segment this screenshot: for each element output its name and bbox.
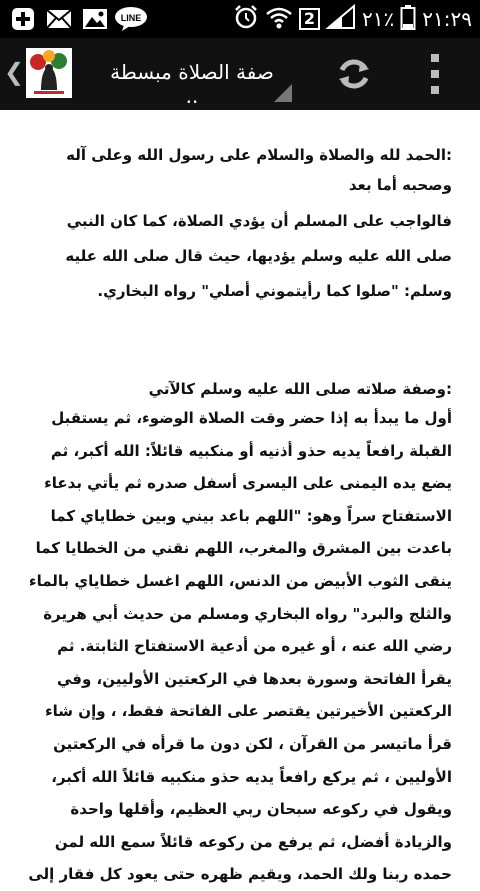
line-app-label: LINE xyxy=(120,13,142,23)
clock: ٢١:٢٩ xyxy=(422,7,472,31)
wifi-icon xyxy=(265,4,293,34)
article-paragraph: فالواجب على المسلم أن يؤدي الصلاة، كما كان النبي صلى الله عليه وسلم يؤديها، حيث قال صلى الله عليه وسلم: "صلوا كما رأيتموني أصلي" رواه البخاري. xyxy=(65,212,452,300)
paragraph-intro xyxy=(28,140,452,200)
app-logo[interactable] xyxy=(26,48,72,98)
article-content[interactable] xyxy=(0,110,480,884)
paragraph-heading xyxy=(28,374,452,404)
line-app-icon xyxy=(118,6,144,32)
screen-title: صفة الصلاة مبسطة .. xyxy=(110,60,274,108)
plus-icon xyxy=(10,6,36,32)
battery-percent: ٢١٪ xyxy=(362,7,395,31)
overflow-menu-icon[interactable] xyxy=(428,54,442,94)
article-paragraph: :الحمد لله والصلاة والسلام على رسول الله وعلى آله وصحبه أما بعد xyxy=(66,146,452,194)
paragraph-obligation xyxy=(28,204,452,309)
title-dropdown-indicator xyxy=(274,84,292,102)
image-icon xyxy=(82,6,108,32)
refresh-icon[interactable] xyxy=(332,52,376,96)
back-icon[interactable]: ❮ xyxy=(4,58,25,86)
article-paragraph: :وصفة صلاته صلى الله عليه وسلم كالآتي xyxy=(148,380,452,398)
alarm-icon xyxy=(233,4,259,34)
sim2-icon: 2 xyxy=(299,8,320,30)
action-bar xyxy=(0,38,480,110)
email-icon xyxy=(46,6,72,32)
status-bar xyxy=(0,0,480,38)
article-paragraph: أول ما يبدأ به إذا حضر وقت الصلاة الوضوء، ثم يستقبل القبلة رافعاً يديه حذو أذنيه أو منكبيه قائلاً: الله أكبر، ثم يضع يده اليمنى على اليسرى أسفل صدره ثم يأتي بدعاء الاستفتاح سراً وهو: "اللهم باعد بيني وبين خطاياي كما باعدت بين المشرق والمغرب، اللهم نقني من الخطايا كما ينقى الثوب الأبيض من الدنس، اللهم اغسل خطاياي بالماء والثلج والبرد" رواه البخاري ومسلم من حديث أبي هريرة رضي الله عنه ، أو غيره من أدعية الاستفتاح الثابتة. ثم يقرأ الفاتحة وسورة بعدها في الركعتين الأوليين، وفي الركعتين الأخيرتين يقتصر على الفاتحة فقط، ، وإن شاء قرأ ماتيسر من القرآن ، لكن دون ما قرأه في الركعتين الأوليين ، ثم يركع رافعاً يديه حذو منكبيه قائلاً الله أكبر، ويقول في ركوعه سبحان ربي العظيم، وأقلها واحدة والزيادة أفضل، ثم يرفع من ركوعه قائلاً سمع الله لمن حمده ربنا ولك الحمد، ويقيم ظهره حتى يعود كل فقار إلى xyxy=(28,409,452,884)
notification-icons xyxy=(10,6,144,32)
battery-icon xyxy=(400,4,416,34)
paragraph-description xyxy=(28,402,452,891)
system-status xyxy=(233,5,472,33)
signal-icon xyxy=(326,4,356,34)
